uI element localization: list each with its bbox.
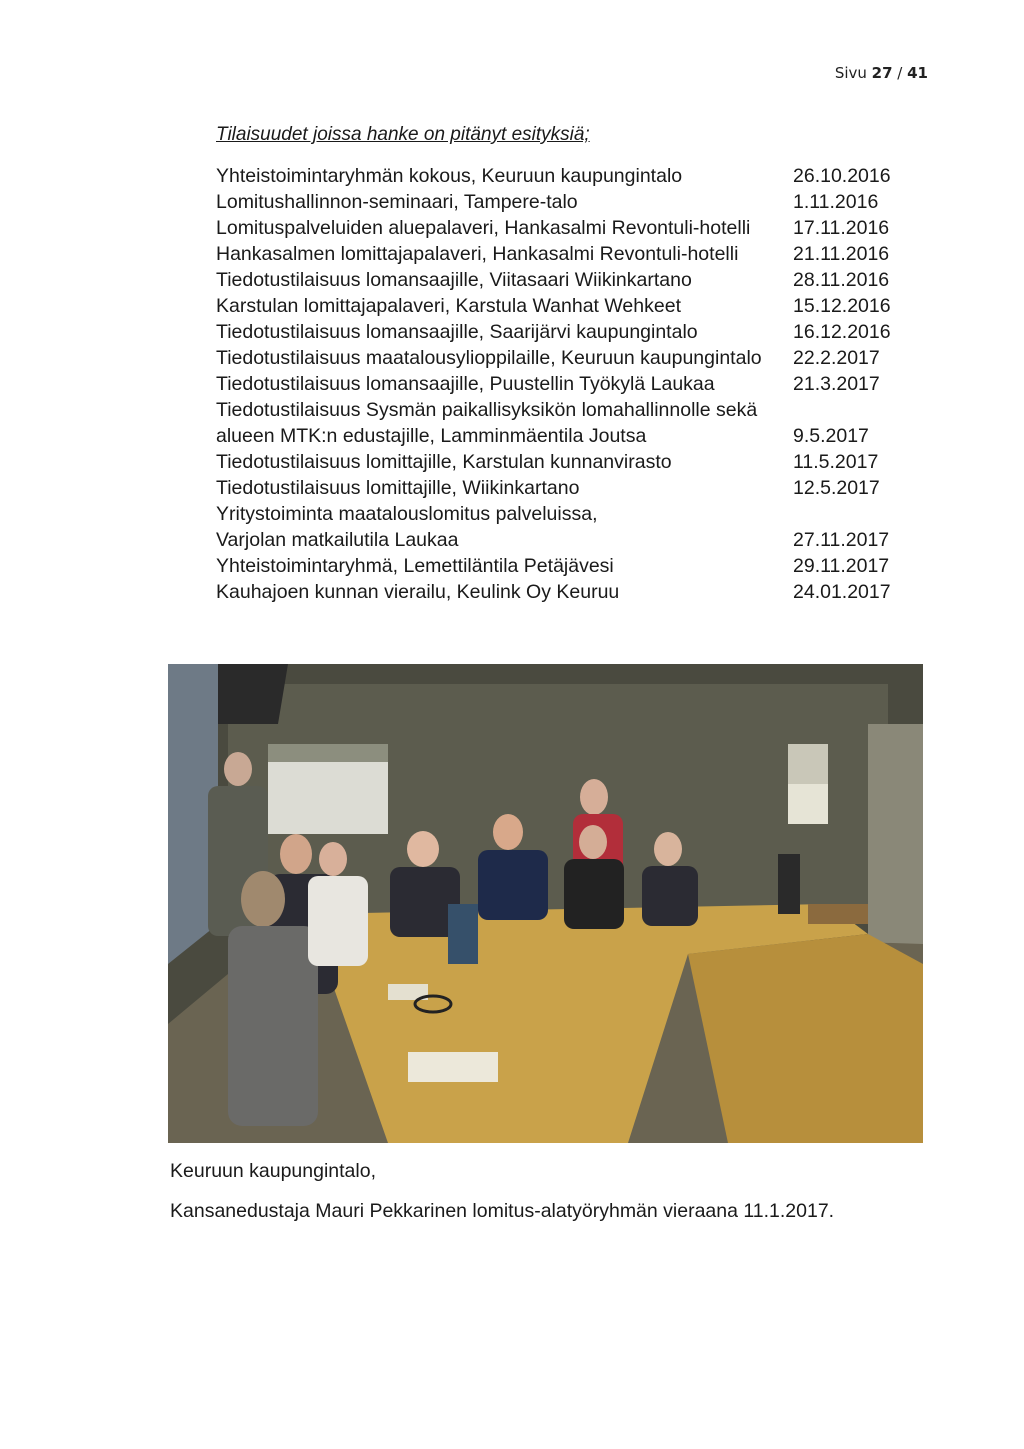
event-name: Tiedotustilaisuus maatalousylioppilaille, Keuruun kaupungintalo [216,347,762,369]
event-list [216,163,916,605]
event-name: Lomitushallinnon-seminaari, Tampere-talo [216,191,578,213]
event-row [216,501,916,527]
event-row [216,215,916,241]
event-name: Lomituspalveluiden aluepalaveri, Hankasalmi Revontuli-hotelli [216,217,751,239]
event-row [216,267,916,293]
event-name: Tiedotustilaisuus lomansaajille, Saarijärvi kaupungintalo [216,321,698,343]
event-date [793,397,913,423]
event-row [216,423,916,449]
event-name: Varjolan matkailutila Laukaa [216,529,459,551]
event-date: 22.2.2017 [793,347,880,369]
event-row [216,475,916,501]
event-row [216,397,916,423]
event-date [793,501,913,527]
event-name: Kauhajoen kunnan vierailu, Keulink Oy Keuruu [216,581,620,603]
event-name: Yhteistoimintaryhmä, Lemettiläntila Petäjävesi [216,555,614,577]
event-date: 15.12.2016 [793,295,891,317]
event-row [216,371,916,397]
event-date: 16.12.2016 [793,321,891,343]
event-row [216,163,916,189]
event-date: 1.11.2016 [793,191,879,213]
meeting-photo [168,664,923,1143]
photo-caption-description: Kansanedustaja Mauri Pekkarinen lomitus-alatyöryhmän vieraana 11.1.2017. [170,1200,835,1222]
event-date: 28.11.2016 [793,269,890,291]
event-row [216,553,916,579]
event-row [216,345,916,371]
event-name: Tiedotustilaisuus lomansaajille, Puustellin Työkylä Laukaa [216,373,715,395]
event-row [216,449,916,475]
event-name: Hankasalmen lomittajapalaveri, Hankasalmi Revontuli-hotelli [216,243,739,265]
event-name: Karstulan lomittajapalaveri, Karstula Wanhat Wehkeet [216,295,681,317]
event-date: 9.5.2017 [793,425,869,447]
event-date: 12.5.2017 [793,477,880,499]
photo-caption-location: Keuruun kaupungintalo, [170,1160,376,1182]
event-row [216,293,916,319]
event-name: Tiedotustilaisuus lomansaajille, Viitasaari Wiikinkartano [216,269,692,291]
event-date: 29.11.2017 [793,555,890,577]
event-date: 21.11.2016 [793,243,890,265]
event-date: 17.11.2016 [793,217,890,239]
event-row [216,241,916,267]
event-name: Tiedotustilaisuus Sysmän paikallisyksikön lomahallinnolle sekä [216,399,758,421]
event-date: 26.10.2016 [793,165,891,187]
event-name: Tiedotustilaisuus lomittajille, Karstulan kunnanvirasto [216,451,672,473]
event-row [216,319,916,345]
event-name: Tiedotustilaisuus lomittajille, Wiikinkartano [216,477,580,499]
event-date: 11.5.2017 [793,451,879,473]
event-date: 27.11.2017 [793,529,890,551]
event-row [216,189,916,215]
event-row [216,527,916,553]
event-name: alueen MTK:n edustajille, Lamminmäentila Joutsa [216,425,647,447]
event-row [216,579,916,605]
event-name: Yritystoiminta maatalouslomitus palveluissa, [216,503,598,525]
event-name: Yhteistoimintaryhmän kokous, Keuruun kaupungintalo [216,165,683,187]
page-number: Sivu 27 / 41 [834,64,928,82]
event-date: 24.01.2017 [793,581,891,603]
section-heading: Tilaisuudet joissa hanke on pitänyt esityksiä; [216,124,590,145]
event-date: 21.3.2017 [793,373,880,395]
